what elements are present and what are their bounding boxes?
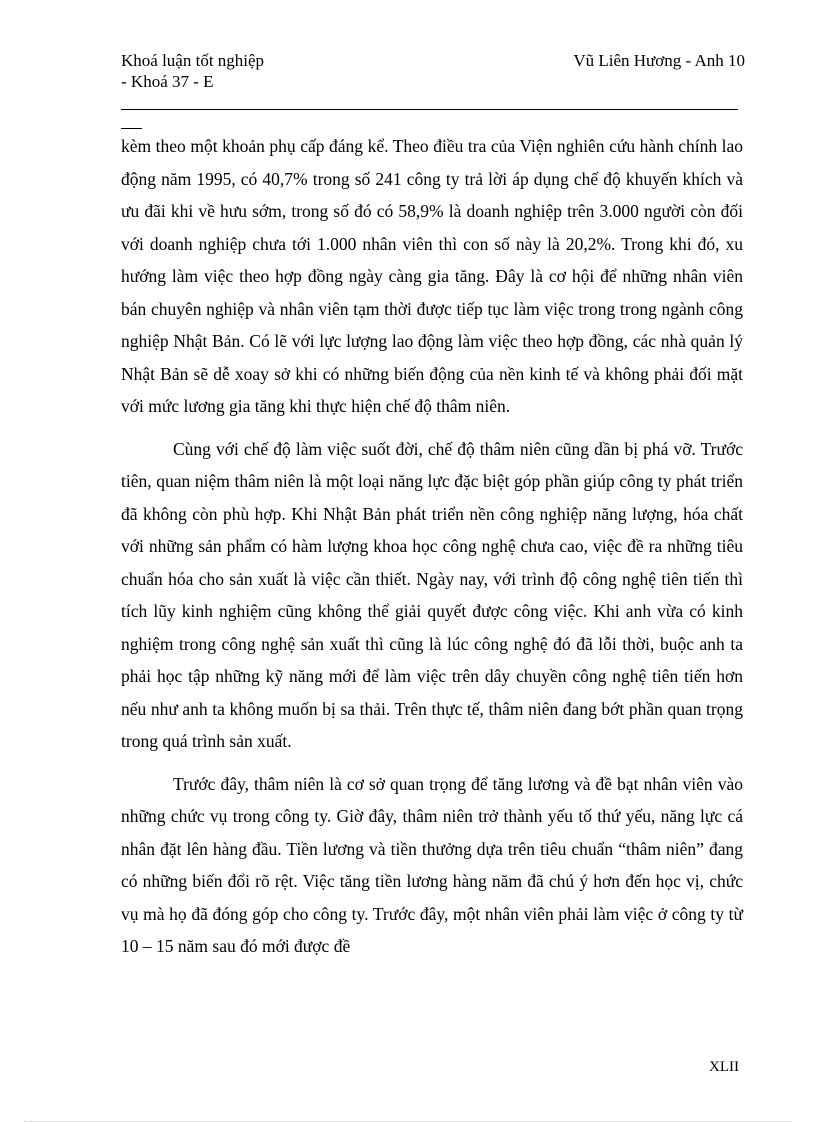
paragraph-promotion-basis: Trước đây, thâm niên là cơ sở quan trọng để tăng lương và đề bạt nhân viên vào những chức vụ trong công ty. Giờ đây, thâm niên trở thành yếu tố thứ yếu, năng lực cá nhân đặt lên hàng đầu. Tiền lương và tiền thưởng dựa trên tiêu chuẩn “thâm niên” đang có những biến đổi rõ rệt. Việc tăng tiền lương hàng năm đã chú ý hơn đến học vị, chức vụ mà họ đã đóng góp cho công ty. Trước đây, một nhân viên phải làm việc ở công ty từ 10 – 15 năm sau đó mới được đề (121, 773, 743, 956)
paragraph-seniority-decline: Cùng với chế độ làm việc suốt đời, chế độ thâm niên cũng dần bị phá vỡ. Trước tiên, quan niệm thâm niên là một loại năng lực đặc biệt góp phần giúp công ty phát triển đã không còn phù hợp. Khi Nhật Bản phát triển nền công nghiệp năng lượng, hóa chất với những sản phẩm có hàm lượng khoa học công nghệ chưa cao, việc đề ra những tiêu chuẩn hóa cho sản xuất là việc cần thiết. Ngày nay, với trình độ công nghệ tiên tiến thì tích lũy kinh nghiệm cũng không thể giải quyết được công việc. Khi anh vừa có kinh nghiệm trong công nghệ sản xuất thì cũng là lúc công nghệ đó đã lỗi thời, buộc anh ta phải học tập những kỹ năng mới để làm việc trên dây chuyền công nghệ tiên tiến hơn nếu như anh ta không muốn bị sa thải. Trên thực tế, thâm niên đang bớt phần quan trọng trong quá trình sản xuất. (121, 438, 743, 751)
thesis-label: Khoá luận tốt nghiệp (121, 51, 265, 70)
page-bottom-edge (24, 1121, 792, 1122)
header-divider-tail (121, 128, 142, 129)
author-label: Vũ Liên Hương - Anh 10 (573, 51, 745, 70)
document-body (121, 130, 743, 963)
page-number: XLII (709, 1059, 739, 1075)
cohort-label: - Khoá 37 - E (121, 72, 214, 91)
paragraph-continued: kèm theo một khoản phụ cấp đáng kể. Theo điều tra của Viện nghiên cứu hành chính lao động năm 1995, có 40,7% trong số 241 công ty trả lời áp dụng chế độ khuyến khích và ưu đãi khi về hưu sớm, trong số đó có 58,9% là doanh nghiệp trên 3.000 người còn đối với doanh nghiệp chưa tới 1.000 nhân viên thì con số này là 20,2%. Trong khi đó, xu hướng làm việc theo hợp đồng ngày càng gia tăng. Đây là cơ hội để những nhân viên bán chuyên nghiệp và nhân viên tạm thời được tiếp tục làm việc trong trong ngành công nghiệp Nhật Bản. Có lẽ với lực lượng lao động làm việc theo hợp đồng, các nhà quản lý Nhật Bản sẽ dễ xoay sở khi có những biến động của nền kinh tế và không phải đối mặt với mức lương gia tăng khi thực hiện chế độ thâm niên. (121, 136, 743, 416)
header-left (121, 50, 264, 92)
header-divider (121, 109, 738, 110)
